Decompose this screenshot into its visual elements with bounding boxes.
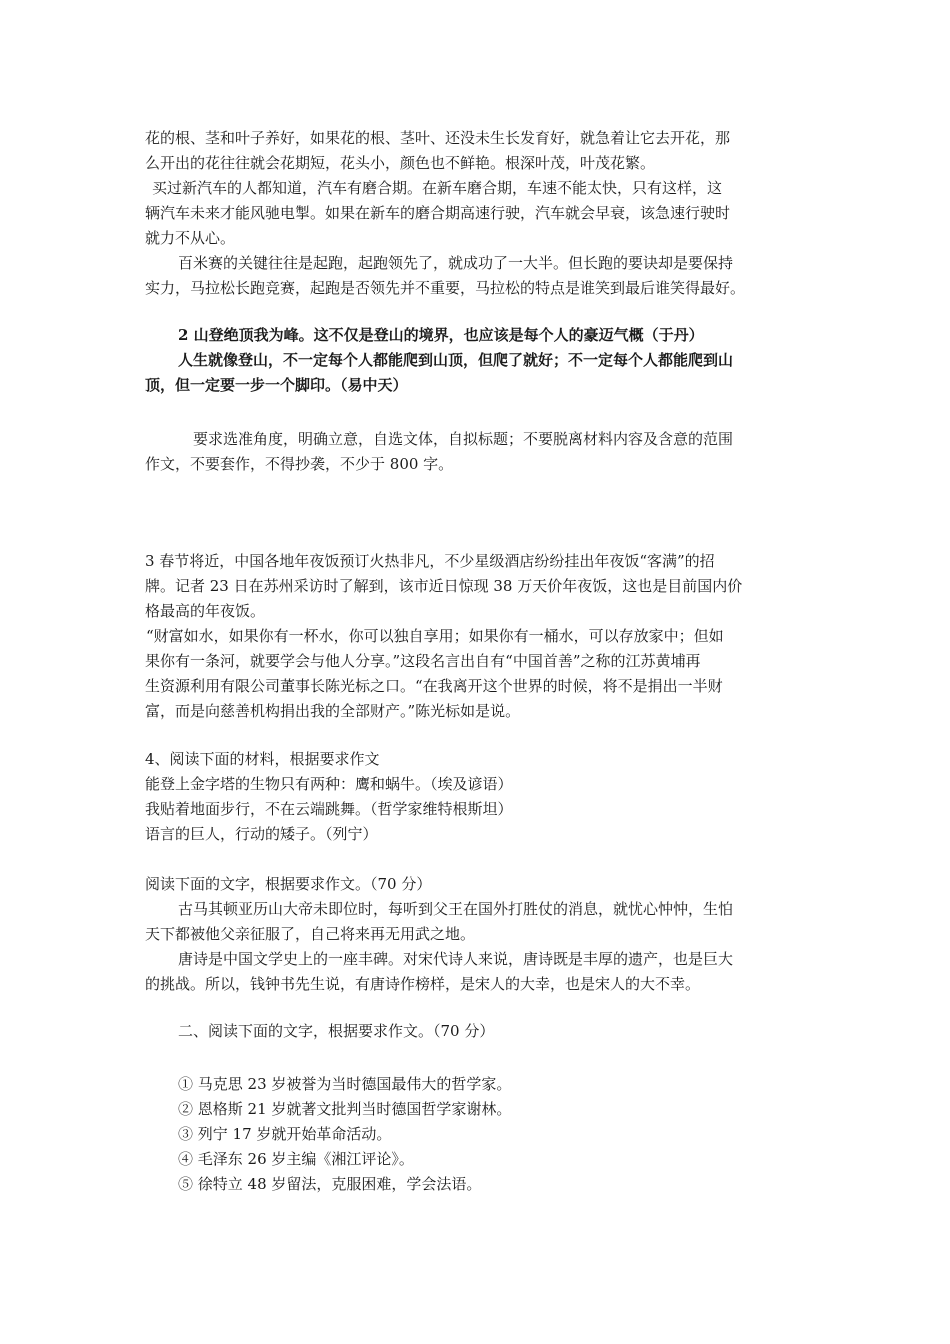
quote-line: 顶，但一定要一步一个脚印。（易中天） xyxy=(145,376,408,394)
list-item: ④ 毛泽东 26 岁主编《湘江评论》。 xyxy=(178,1150,414,1168)
paragraph-line: 3 春节将近，中国各地年夜饭预订火热非凡，不少星级酒店纷纷挂出年夜饭“客满”的招 xyxy=(145,552,715,570)
paragraph-line: 百米赛的关键往往是起跑，起跑领先了，就成功了一大半。但长跑的要诀却是要保持 xyxy=(178,254,734,272)
section-heading: 4、阅读下面的材料，根据要求作文 xyxy=(145,750,380,768)
list-item: ② 恩格斯 21 岁就著文批判当时德国哲学家谢林。 xyxy=(178,1100,512,1118)
paragraph-line: “财富如水，如果你有一杯水，你可以独自享用；如果你有一桶水，可以存放家中；但如 xyxy=(146,627,724,645)
paragraph-line: 格最高的年夜饭。 xyxy=(145,602,266,620)
paragraph-line: 富，而是向慈善机构捐出我的全部财产。”陈光标如是说。 xyxy=(145,702,521,720)
paragraph-line: 生资源利用有限公司董事长陈光标之口。“在我离开这个世界的时候，将不是捐出一半财 xyxy=(145,677,723,695)
list-item: ⑤ 徐特立 48 岁留法，克服困难，学会法语。 xyxy=(178,1175,482,1193)
paragraph-line: 的挑战。所以，钱钟书先生说，有唐诗作榜样，是宋人的大幸，也是宋人的大不幸。 xyxy=(145,975,701,993)
paragraph-line: 就力不从心。 xyxy=(145,229,236,247)
section-heading: 二、阅读下面的文字，根据要求作文。（70 分） xyxy=(178,1022,495,1040)
paragraph-line: 天下都被他父亲征服了，自己将来再无用武之地。 xyxy=(145,925,476,943)
paragraph-line: 么开出的花往往就会花期短，花头小，颜色也不鲜艳。根深叶茂，叶茂花繁。 xyxy=(145,154,656,172)
quote-heading: 2 山登绝顶我为峰。这不仅是登山的境界，也应该是每个人的豪迈气概（于丹） xyxy=(178,326,704,344)
quote-line: 语言的巨人，行动的矮子。（列宁） xyxy=(145,825,378,843)
requirement-line: 作文，不要套作，不得抄袭，不少于 800 字。 xyxy=(145,455,454,473)
paragraph-line: 果你有一条河，就要学会与他人分享。”这段名言出自有“中国首善”之称的江苏黄埔再 xyxy=(145,652,701,670)
paragraph-line: 辆汽车未来才能风驰电掣。如果在新车的磨合期高速行驶，汽车就会早衰，该急速行驶时 xyxy=(145,204,731,222)
paragraph-line: 花的根、茎和叶子养好，如果花的根、茎叶、还没未生长发育好，就急着让它去开花，那 xyxy=(145,129,731,147)
paragraph-line: 实力，马拉松长跑竞赛，起跑是否领先并不重要，马拉松的特点是谁笑到最后谁笑得最好。 xyxy=(145,279,746,297)
paragraph-line: 牌。记者 23 日在苏州采访时了解到，该市近日惊现 38 万天价年夜饭，这也是目前国内价 xyxy=(145,577,743,595)
list-item: ① 马克思 23 岁被誉为当时德国最伟大的哲学家。 xyxy=(178,1075,512,1093)
list-item: ③ 列宁 17 岁就开始革命活动。 xyxy=(178,1125,392,1143)
requirement-line: 要求选准角度，明确立意，自选文体，自拟标题；不要脱离材料内容及含意的范围 xyxy=(193,430,734,448)
paragraph-line: 买过新汽车的人都知道，汽车有磨合期。在新车磨合期，车速不能太快，只有这样，这 xyxy=(152,179,723,197)
section-heading: 阅读下面的文字，根据要求作文。（70 分） xyxy=(145,875,432,893)
paragraph-line: 古马其顿亚历山大帝未即位时，每听到父王在国外打胜仗的消息，就忧心忡忡，生怕 xyxy=(178,900,734,918)
quote-line: 我贴着地面步行，不在云端跳舞。（哲学家维特根斯坦） xyxy=(145,800,513,818)
quote-line: 人生就像登山，不一定每个人都能爬到山顶，但爬了就好；不一定每个人都能爬到山 xyxy=(178,351,734,369)
quote-line: 能登上金字塔的生物只有两种：鹰和蜗牛。（埃及谚语） xyxy=(145,775,513,793)
paragraph-line: 唐诗是中国文学史上的一座丰碑。对宋代诗人来说，唐诗既是丰厚的遗产，也是巨大 xyxy=(178,950,734,968)
